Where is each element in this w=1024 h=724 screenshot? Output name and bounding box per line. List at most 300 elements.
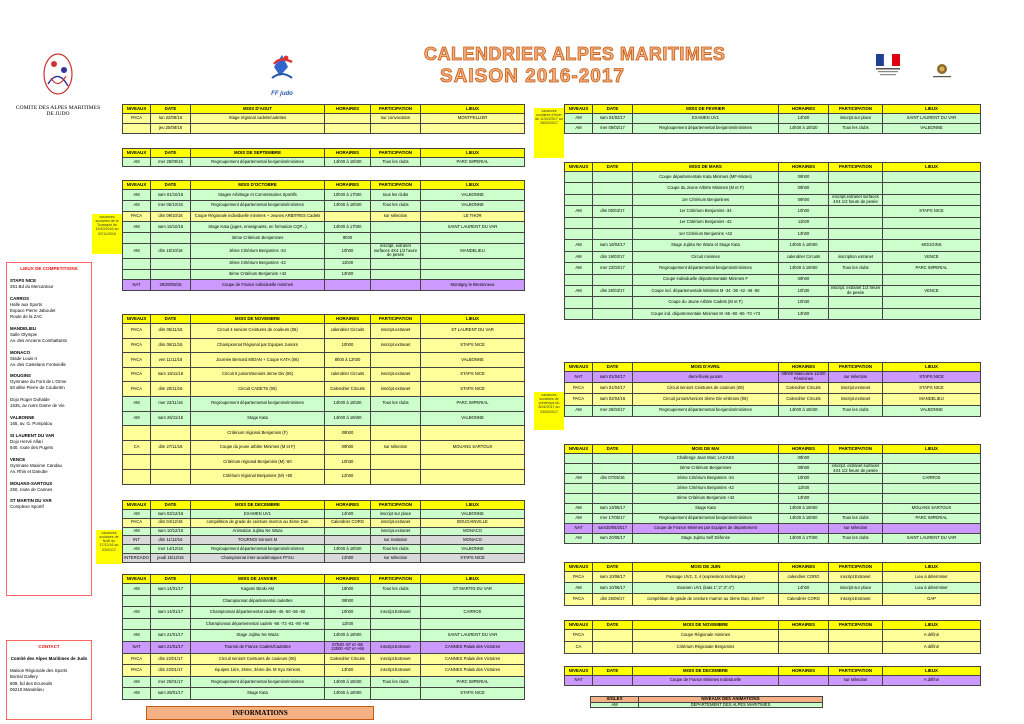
- niveaux-animations-header: NIVEAUX DES ANIMATIONS: [639, 697, 823, 703]
- table-row: [565, 183, 981, 194]
- horaires-header: HORAIRES: [779, 563, 829, 572]
- event-cell: Stage Kata: [191, 688, 325, 700]
- participation-cell: [371, 630, 421, 642]
- niveau-cell: [565, 194, 593, 205]
- niveau-cell: AM: [565, 514, 593, 524]
- niveau-cell: [123, 618, 151, 630]
- niveau-cell: [565, 183, 593, 194]
- date-header: DATE: [593, 667, 633, 676]
- participation-cell: [829, 630, 883, 642]
- table-row: [123, 269, 525, 280]
- event-cell: Circuit minimes: [633, 251, 779, 262]
- event-cell: 1er Critérium Benjamins +42: [633, 228, 779, 239]
- niveau-cell: NAT: [123, 280, 151, 291]
- horaires-header: HORAIRES: [325, 501, 371, 510]
- date-cell: dim 06/11/16: [151, 338, 191, 353]
- lieu-cell: MONACO: [421, 536, 525, 545]
- contact-panel: [6, 640, 92, 720]
- horaires-cell: 10h00: [325, 243, 371, 258]
- comite-logo-line1: COMITE DES ALPES MARITIMES: [15, 105, 101, 111]
- date-cell: jeu 25/08/16: [151, 124, 191, 134]
- event-cell: Examen UV1 (kata 1",2",3",4"): [633, 583, 779, 594]
- niveau-cell: [565, 454, 593, 464]
- left-month-table: [122, 104, 525, 134]
- left-month-table: [122, 574, 525, 700]
- horaires-cell: 14h00 à 16h00: [325, 630, 371, 642]
- horaires-cell: 14h00: [325, 510, 371, 519]
- participation-cell: Tous les clubs: [829, 405, 883, 416]
- niveau-cell: AM: [565, 534, 593, 544]
- lieu-cell: [883, 183, 981, 194]
- participation-cell: [371, 269, 421, 280]
- niveau-cell: [565, 228, 593, 239]
- niveau-cell: AM: [123, 607, 151, 619]
- date-cell: [593, 464, 633, 474]
- horaires-cell: 09h00: [779, 194, 829, 205]
- lieux-header: LIEUX: [883, 363, 981, 372]
- date-cell: dim 07/05/16: [593, 474, 633, 484]
- date-cell: [593, 274, 633, 285]
- event-cell: Kagami Biraki AM: [191, 584, 325, 596]
- event-cell: Regroupement départemental benjamins/minimes: [191, 545, 325, 554]
- niveau-cell: AM: [565, 114, 593, 124]
- table-row: [123, 396, 525, 411]
- sigles-header: SIGLES: [591, 697, 639, 703]
- date-cell: mer 17/05/17: [593, 514, 633, 524]
- table-row: [123, 280, 525, 291]
- lieu-cell: Lieu à déterminer: [883, 572, 981, 583]
- lieu-name: ST MARTIN DU VAR: [10, 498, 52, 504]
- participation-cell: Tous les clubs: [371, 584, 421, 596]
- niveau-cell: AM: [123, 396, 151, 411]
- date-cell: [593, 676, 633, 686]
- lieux-header: LIEUX: [883, 445, 981, 454]
- niveau-cell: AM: [123, 584, 151, 596]
- month-header: MOIS DE JUIN: [633, 563, 779, 572]
- table-row: [123, 338, 525, 353]
- table-row: [123, 641, 525, 653]
- table-row: [123, 243, 525, 258]
- date-cell: sam 14/01/17: [151, 584, 191, 596]
- event-cell: Coupe départementale Kata Minimes (MF-Mixtes): [633, 172, 779, 183]
- participation-cell: inscription extranet: [829, 251, 883, 262]
- niveaux-header: NIVEAUX: [565, 563, 593, 572]
- lieu-cell: VALBONNE: [421, 353, 525, 368]
- date-cell: sam 26/11/16: [151, 411, 191, 426]
- lieu-address-line: 840, route des Pugets: [10, 444, 53, 450]
- niveau-cell: [123, 258, 151, 269]
- participation-cell: [371, 455, 421, 470]
- lieu-name: St LAURENT DU VAR: [10, 432, 55, 438]
- participation-cell: [371, 280, 421, 291]
- informations-bar: INFORMATIONS: [146, 706, 374, 720]
- niveau-cell: AM: [565, 206, 593, 217]
- lieu-cell: CANNES Palais des Victoires: [421, 653, 525, 665]
- table-row: [123, 324, 525, 339]
- lieu-address-line: 165, av. G. Pompidou: [10, 421, 53, 426]
- lieu-cell: CANNES Palais des Victoires: [421, 665, 525, 677]
- lieu-cell: [883, 484, 981, 494]
- event-cell: Circuit seniors Ceintures de couleurs (06): [191, 653, 325, 665]
- table-row: [123, 382, 525, 397]
- horaires-cell: 14h00 à 15h30: [325, 200, 371, 211]
- date-cell: mer 26/04/17: [593, 405, 633, 416]
- niveau-cell: AM: [565, 285, 593, 296]
- participation-cell: inscript. extranet surfaces 4X4 1/2 heure de pesée: [371, 243, 421, 258]
- participation-cell: [829, 454, 883, 464]
- participation-cell: [371, 222, 421, 233]
- participation-cell: sur sélection: [371, 211, 421, 222]
- lieux-header: LIEUX: [421, 149, 525, 158]
- niveau-cell: AM: [123, 200, 151, 211]
- lieu-address-line: 261 Bd du Mercantour: [10, 284, 54, 290]
- date-cell: dim 11/12/16: [151, 536, 191, 545]
- niveau-cell: PACA: [123, 382, 151, 397]
- niveau-cell: PACA: [565, 594, 593, 605]
- participation-cell: [829, 228, 883, 239]
- event-cell: Regroupement départemental benjamins/minimes: [191, 158, 325, 167]
- horaires-cell: 09h00: [779, 464, 829, 474]
- date-cell: [593, 494, 633, 504]
- horaires-cell: 14h00 à 16h00: [779, 263, 829, 274]
- niveau-cell: AM: [565, 263, 593, 274]
- event-cell: Stage Kata: [191, 411, 325, 426]
- date-cell: mer 08/02/17: [593, 124, 633, 134]
- horaires-cell: 14h00: [779, 114, 829, 124]
- participation-cell: inscript.Extranet: [371, 607, 421, 619]
- participation-cell: Tous les clubs: [829, 263, 883, 274]
- republique-francaise-icon: [872, 52, 904, 78]
- lieu-cell: MOUANS SARTOUX: [421, 440, 525, 455]
- niveau-cell: [565, 494, 593, 504]
- niveau-cell: NAT: [565, 524, 593, 534]
- horaires-cell: 10h00: [779, 206, 829, 217]
- niveau-cell: NAT: [565, 372, 593, 383]
- lieu-cell: A définir: [883, 630, 981, 642]
- lieu-cell: CARROS: [883, 474, 981, 484]
- participation-cell: sur sélection: [371, 553, 421, 562]
- horaires-cell: 14h00 à 16h00: [325, 688, 371, 700]
- date-cell: mer 14/12/16: [151, 545, 191, 554]
- date-header: DATE: [151, 105, 191, 114]
- right-month-table: [564, 444, 981, 544]
- date-cell: [151, 233, 191, 244]
- date-cell: [593, 217, 633, 228]
- niveau-cell: [123, 469, 151, 484]
- left-month-table: [122, 148, 525, 167]
- event-cell: demi-finale juniors: [633, 372, 779, 383]
- horaires-cell: 09h00: [325, 595, 371, 607]
- right-month-table: [564, 104, 981, 134]
- participation-header: PARTICIPATION: [829, 105, 883, 114]
- horaires-cell: Calendrier Circuits: [325, 382, 371, 397]
- date-cell: [593, 484, 633, 494]
- lieu-cell: Lieu à déterminer: [883, 583, 981, 594]
- lieu-cell: VENCE: [883, 251, 981, 262]
- horaires-cell: [325, 536, 371, 545]
- horaires-cell: 14h00 à 16h00: [779, 240, 829, 251]
- contact-address-line: 06210 Mandelieu: [10, 686, 44, 692]
- participation-cell: [829, 217, 883, 228]
- event-cell: Animation Jujitsu Ne Waza: [191, 527, 325, 536]
- date-cell: [593, 454, 633, 464]
- lieu-cell: ST LAURENT DU VAR: [421, 324, 525, 339]
- participation-cell: [829, 642, 883, 654]
- niveau-cell: [123, 269, 151, 280]
- lieu-address-line: Av. des Anciens Combattants: [10, 337, 67, 343]
- table-row: [565, 494, 981, 504]
- event-cell: compétition de grade de ceinture marron au 3ème Dan, 4ème?: [633, 594, 779, 605]
- horaires-cell: [325, 211, 371, 222]
- date-header: DATE: [151, 315, 191, 324]
- date-cell: [151, 455, 191, 470]
- event-cell: Coupe Régionale individuelle minimes + Jeunes ARBITRES Cadets: [191, 211, 325, 222]
- participation-cell: inscript.extranet: [371, 518, 421, 527]
- lieu-cell: [883, 494, 981, 504]
- lieu-address-line: Salle Olympie: [10, 331, 38, 337]
- lieu-cell: SAINT LAURENT DU VAR: [883, 114, 981, 124]
- event-cell: Regroupement départemental benjamins/minimes: [191, 200, 325, 211]
- table-row: [123, 233, 525, 244]
- participation-cell: [829, 274, 883, 285]
- lieux-list: [10, 278, 88, 510]
- participation-cell: inscript.Extranet: [829, 572, 883, 583]
- horaires-cell: [779, 642, 829, 654]
- month-header: MOIS DE NOVEMBRE: [191, 315, 325, 324]
- event-cell: 3ème Critérium Benjamins -42: [191, 258, 325, 269]
- niveau-cell: AM: [565, 124, 593, 134]
- date-cell: ven 11/11/16: [151, 353, 191, 368]
- lieu-cell: SAINT LAURENT DU VAR: [421, 222, 525, 233]
- date-cell: sam 03/12/16: [151, 510, 191, 519]
- niveau-cell: NAT: [565, 676, 593, 686]
- table-row: [565, 297, 981, 308]
- horaires-cell: 11h00: [779, 484, 829, 494]
- date-cell: sam 14/01/17: [151, 607, 191, 619]
- lieu-cell: GAP: [883, 594, 981, 605]
- lieu-cell: [883, 274, 981, 285]
- niveau-cell: [565, 484, 593, 494]
- participation-cell: inscript.extranet: [371, 338, 421, 353]
- table-row: [565, 583, 981, 594]
- horaires-header: HORAIRES: [779, 667, 829, 676]
- table-row: [123, 411, 525, 426]
- table-row: [565, 172, 981, 183]
- left-month-table: [122, 500, 525, 563]
- event-cell: 2ème Critérium Benjamins -34: [633, 474, 779, 484]
- date-cell: dim 20/11/16: [151, 382, 191, 397]
- date-cell: [151, 469, 191, 484]
- lieu-cell: STAPS NICE: [883, 206, 981, 217]
- lieu-name: VENCE: [10, 456, 26, 462]
- lieu-cell: Montigny le Bretonneux: [421, 280, 525, 291]
- table-row: [123, 353, 525, 368]
- date-cell: sam 21/01/17: [151, 630, 191, 642]
- horaires-cell: 09h00: [779, 274, 829, 285]
- horaires-header: HORAIRES: [779, 445, 829, 454]
- horaires-cell: calendrier Circuits: [325, 324, 371, 339]
- table-row: [123, 124, 525, 134]
- horaires-cell: 14h00 à 15h30: [779, 124, 829, 134]
- lieu-cell: PARC IMPERIAL: [883, 514, 981, 524]
- departement-seal-icon: [930, 62, 954, 80]
- table-row: [123, 440, 525, 455]
- niveau-cell: [123, 455, 151, 470]
- table-row: [123, 518, 525, 527]
- date-cell: dim 22/01/17: [151, 665, 191, 677]
- niveau-cell: [123, 124, 151, 134]
- date-cell: [593, 172, 633, 183]
- niveau-cell: PACA: [565, 383, 593, 394]
- horaires-cell: 09h00: [325, 440, 371, 455]
- niveau-cell: PACA: [123, 665, 151, 677]
- horaires-cell: 14h00 à 16h00: [779, 514, 829, 524]
- lieu-cell: [421, 426, 525, 441]
- participation-cell: [371, 469, 421, 484]
- lieu-cell: [421, 618, 525, 630]
- participation-cell: [371, 411, 421, 426]
- niveau-cell: AM: [123, 158, 151, 167]
- horaires-cell: [779, 524, 829, 534]
- lieu-cell: MONTPELLIER: [421, 114, 525, 124]
- event-cell: Tournoi de France Cadets/Cadettes: [191, 641, 325, 653]
- event-cell: Circuit CADETS (06): [191, 382, 325, 397]
- comite-logo-line2: DE JUDO: [46, 111, 70, 117]
- event-cell: Championnat départemental cadets -46 -50 -55 -60: [191, 607, 325, 619]
- niveau-cell: PACA: [123, 114, 151, 124]
- date-cell: [593, 308, 633, 319]
- date-cell: sam 19/11/16: [151, 367, 191, 382]
- vacances-toussaint-note: vacances scolaires de la Toussaint du 19/10/2016 au 02/11/2016: [92, 214, 122, 254]
- event-cell: 1er Critérium Benjamines: [633, 194, 779, 205]
- date-cell: mer 23/11/16: [151, 396, 191, 411]
- month-header: MOIS DE NOVEMBRE: [633, 621, 779, 630]
- niveau-cell: [565, 274, 593, 285]
- table-row: [565, 484, 981, 494]
- lieux-header: LIEUX: [421, 575, 525, 584]
- table-row: [123, 469, 525, 484]
- table-row: [565, 308, 981, 319]
- ffjudo-logo-text: FF judo: [271, 91, 293, 97]
- date-cell: sam 02/04/16: [593, 394, 633, 405]
- sigle-meaning: DEPARTEMENT DES ALPES MARITIMES: [639, 702, 823, 708]
- date-header: DATE: [151, 181, 191, 190]
- prefet-logo: [872, 52, 904, 78]
- event-cell: Regroupement départemental benjamins/minimes: [191, 676, 325, 688]
- event-cell: Championnat Régional par Equipes Juniors: [191, 338, 325, 353]
- lieu-name: MOUGINS: [10, 373, 31, 379]
- month-header: MOIS DE MARS: [633, 163, 779, 172]
- table-row: [123, 630, 525, 642]
- participation-cell: [829, 206, 883, 217]
- table-row: [123, 653, 525, 665]
- right-month-table: [564, 620, 981, 654]
- month-header: MOIS DE MAI: [633, 445, 779, 454]
- lieu-cell: A définir: [883, 642, 981, 654]
- date-header: DATE: [593, 105, 633, 114]
- niveaux-header: NIVEAUX: [123, 149, 151, 158]
- event-cell: Championnat départemental cadets -66 -73 -81 -90 +90: [191, 618, 325, 630]
- contact-address-line: 809, bd des Ecureuils: [10, 680, 53, 686]
- participation-cell: inscript.extranet: [371, 527, 421, 536]
- lieu-cell: ST MARTIN DU VAR: [421, 584, 525, 596]
- month-header: MOIS DE DECEMBRE: [191, 501, 325, 510]
- niveau-cell: PACA: [123, 518, 151, 527]
- lieu-address-line: Gymnase Maxime Candau: [10, 462, 62, 468]
- horaires-cell: 13h00: [779, 308, 829, 319]
- departement-logo: [930, 62, 954, 80]
- table-row: [565, 572, 981, 583]
- date-cell: [151, 595, 191, 607]
- niveau-cell: PACA: [123, 338, 151, 353]
- table-row: [123, 536, 525, 545]
- horaires-cell: 09h00: [779, 454, 829, 464]
- lieu-cell: CANNES Palais des Victoires: [421, 641, 525, 653]
- lieux-competitions-title: LIEUX DE COMPETITIONS: [20, 266, 78, 271]
- month-header: MOIS DE SEPTEMBRE: [191, 149, 325, 158]
- niveau-cell: AM: [123, 545, 151, 554]
- date-cell: [593, 297, 633, 308]
- horaires-cell: 10h00 à 17h00: [325, 190, 371, 201]
- table-row: [565, 285, 981, 296]
- lieu-cell: VALBONNE: [421, 190, 525, 201]
- horaires-header: HORAIRES: [779, 363, 829, 372]
- event-cell: EXAMEN UV1: [633, 114, 779, 124]
- horaires-cell: 09h00: [325, 426, 371, 441]
- niveaux-header: NIVEAUX: [123, 181, 151, 190]
- participation-header: PARTICIPATION: [371, 575, 421, 584]
- table-row: [123, 553, 525, 562]
- vacances-noel-note: vacances scolaires de Noël du 17/12/16 au 03/01/17: [96, 530, 122, 564]
- niveaux-header: NIVEAUX: [565, 621, 593, 630]
- lieu-address-line: Av. Rhin et Danube: [10, 468, 48, 474]
- niveau-cell: AM: [123, 527, 151, 536]
- niveaux-header: NIVEAUX: [565, 445, 593, 454]
- lieux-header: LIEUX: [421, 501, 525, 510]
- participation-cell: sur sélection: [371, 440, 421, 455]
- event-cell: Stage Jujitsu Ne Waza et Stage Kata: [633, 240, 779, 251]
- participation-header: PARTICIPATION: [371, 149, 421, 158]
- participation-cell: [829, 484, 883, 494]
- niveau-cell: PACA: [565, 394, 593, 405]
- niveau-cell: [123, 595, 151, 607]
- participation-cell: inscript sur place: [371, 510, 421, 519]
- lieu-address-line: Dojo Hervé Allari: [10, 438, 43, 444]
- date-cell: dim 19/03/17: [593, 251, 633, 262]
- date-cell: mer 22/03/17: [593, 263, 633, 274]
- horaires-cell: 12h00: [325, 553, 371, 562]
- lieu-address-line: Halle aux Sports: [10, 302, 43, 307]
- date-cell: sam20/05/2017: [593, 524, 633, 534]
- horaires-cell: calendrier Circuits: [779, 251, 829, 262]
- participation-cell: sur sélection: [829, 372, 883, 383]
- table-row: [123, 595, 525, 607]
- participation-cell: tous les clubs: [371, 190, 421, 201]
- table-row: [123, 676, 525, 688]
- lieu-cell: PARC IMPERIAL: [883, 263, 981, 274]
- table-row: [565, 504, 981, 514]
- date-cell: 29/30/09/16: [151, 280, 191, 291]
- table-row: [123, 367, 525, 382]
- left-month-table: [122, 314, 525, 485]
- participation-cell: [371, 124, 421, 134]
- niveau-cell: AM: [123, 190, 151, 201]
- lieu-cell: CARROS: [421, 607, 525, 619]
- niveau-cell: [565, 217, 593, 228]
- date-cell: sam 01/04/17: [593, 383, 633, 394]
- lieu-address-line: Route de la ZAC: [10, 313, 43, 319]
- horaires-cell: 18h00: [325, 584, 371, 596]
